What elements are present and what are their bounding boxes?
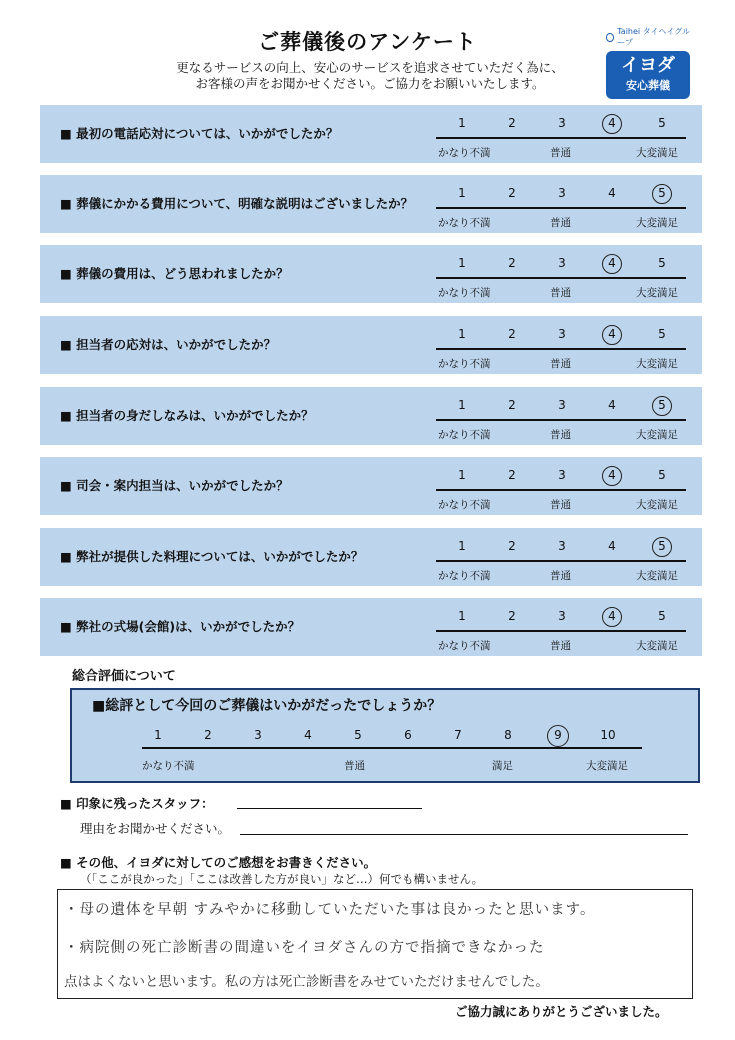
- scale-label-high: 大変満足: [636, 570, 678, 582]
- scale-label-low: かなり不満: [438, 640, 491, 652]
- question-text: ■ 弊社の式場(会館)は、いかがでしたか？: [60, 619, 301, 634]
- overall-option-2[interactable]: 2: [204, 728, 212, 742]
- overall-label-satisfied: 満足: [492, 760, 513, 772]
- scale-line: [436, 348, 686, 350]
- question-row: [40, 598, 702, 656]
- other-comments-hint: （「ここが良かった」「ここは改善した方が良い」など…）何でも構いません。: [80, 872, 484, 886]
- scale-label-high: 大変満足: [636, 640, 678, 652]
- question-row: [40, 105, 702, 163]
- scale-option-2[interactable]: 2: [508, 398, 516, 412]
- scale-option-4[interactable]: 4: [608, 468, 616, 482]
- comment-line-1: ・母の遺体を早朝 すみやかに移動していただいた事は良かったと思います。: [64, 902, 596, 918]
- scale-label-high: 大変満足: [636, 147, 678, 159]
- staff-input-line[interactable]: [237, 808, 422, 809]
- scale-numbers: [436, 539, 732, 555]
- scale-numbers: [436, 398, 732, 414]
- overall-option-10[interactable]: 10: [600, 728, 616, 742]
- scale-option-1[interactable]: 1: [458, 609, 466, 623]
- scale-line: [436, 630, 686, 632]
- scale-label-high: 大変満足: [636, 287, 678, 299]
- brand-box: [606, 51, 690, 99]
- scale-numbers: [436, 186, 732, 202]
- selected-answer-circle: [602, 607, 622, 627]
- scale-option-5[interactable]: 5: [658, 116, 666, 130]
- scale-numbers: [436, 468, 732, 484]
- scale-option-1[interactable]: 1: [458, 539, 466, 553]
- scale-option-3[interactable]: 3: [558, 256, 566, 270]
- scale-option-4[interactable]: 4: [608, 327, 616, 341]
- reason-label: 理由をお聞かせください。: [80, 821, 231, 836]
- scale-label-low: かなり不満: [438, 217, 491, 229]
- question-row: [40, 245, 702, 303]
- scale-label-low: かなり不満: [438, 358, 491, 370]
- scale-option-4[interactable]: 4: [608, 256, 616, 270]
- selected-answer-circle: [652, 396, 672, 416]
- scale-option-5[interactable]: 5: [658, 256, 666, 270]
- comment-box[interactable]: [57, 889, 693, 999]
- scale-label-mid: 普通: [550, 217, 571, 229]
- scale-numbers: [436, 116, 732, 132]
- brand-name: イヨダ: [621, 55, 675, 76]
- scale-option-2[interactable]: 2: [508, 256, 516, 270]
- question-text: ■ 司会・案内担当は、いかがでしたか？: [60, 478, 289, 493]
- page-title: ご葬儀後のアンケート: [258, 30, 477, 54]
- overall-rating-box: [70, 688, 700, 783]
- scale-label-mid: 普通: [550, 287, 571, 299]
- overall-label-high: 大変満足: [586, 760, 628, 772]
- scale-numbers: [436, 327, 732, 343]
- overall-option-3[interactable]: 3: [254, 728, 262, 742]
- reason-input-line[interactable]: [240, 834, 688, 835]
- scale-option-1[interactable]: 1: [458, 256, 466, 270]
- question-text: ■ 葬儀にかかる費用について、明確な説明はございましたか？: [60, 196, 414, 211]
- scale-option-5[interactable]: 5: [658, 186, 666, 200]
- scale-numbers: [436, 256, 732, 272]
- question-row: [40, 316, 702, 374]
- scale-option-4[interactable]: 4: [608, 116, 616, 130]
- other-comments-label: ■ その他、イヨダに対してのご感想をお書きください。: [60, 855, 377, 870]
- scale-label-mid: 普通: [550, 570, 571, 582]
- scale-option-3[interactable]: 3: [558, 609, 566, 623]
- question-row: [40, 387, 702, 445]
- scale-option-2[interactable]: 2: [508, 468, 516, 482]
- scale-option-2[interactable]: 2: [508, 186, 516, 200]
- question-text: ■ 最初の電話応対については、いかがでしたか？: [60, 126, 339, 141]
- scale-option-1[interactable]: 1: [458, 398, 466, 412]
- scale-option-1[interactable]: 1: [458, 327, 466, 341]
- scale-option-4[interactable]: 4: [608, 609, 616, 623]
- question-row: [40, 528, 702, 586]
- scale-label-mid: 普通: [550, 358, 571, 370]
- scale-option-1[interactable]: 1: [458, 116, 466, 130]
- scale-option-3[interactable]: 3: [558, 327, 566, 341]
- scale-label-low: かなり不満: [438, 499, 491, 511]
- thanks-text: ご協力誠にありがとうございました。: [455, 1004, 668, 1019]
- overall-option-7[interactable]: 7: [454, 728, 462, 742]
- scale-line: [436, 207, 686, 209]
- intro-line-1: 更なるサービスの向上、安心のサービスを追求させていただく為に、: [176, 60, 564, 75]
- scale-label-high: 大変満足: [636, 217, 678, 229]
- scale-option-3[interactable]: 3: [558, 186, 566, 200]
- scale-option-2[interactable]: 2: [508, 327, 516, 341]
- scale-option-2[interactable]: 2: [508, 539, 516, 553]
- scale-label-low: かなり不満: [438, 570, 491, 582]
- scale-option-5[interactable]: 5: [658, 398, 666, 412]
- scale-option-5[interactable]: 5: [658, 609, 666, 623]
- selected-answer-circle: [602, 254, 622, 274]
- scale-line: [436, 137, 686, 139]
- taihei-logo-icon: [606, 33, 614, 42]
- scale-line: [436, 489, 686, 491]
- scale-label-mid: 普通: [550, 499, 571, 511]
- staff-label: ■ 印象に残ったスタッフ：: [60, 796, 214, 811]
- scale-option-5[interactable]: 5: [658, 468, 666, 482]
- scale-option-4[interactable]: 4: [608, 539, 616, 553]
- scale-option-4[interactable]: 4: [608, 186, 616, 200]
- scale-option-3[interactable]: 3: [558, 539, 566, 553]
- brand-logo: [606, 26, 696, 99]
- scale-option-2[interactable]: 2: [508, 116, 516, 130]
- overall-option-6[interactable]: 6: [404, 728, 412, 742]
- scale-label-low: かなり不満: [438, 429, 491, 441]
- scale-label-mid: 普通: [550, 429, 571, 441]
- comment-line-3: 点はよくないと思います。私の方は死亡診断書をみせていただけませんでした。: [64, 974, 549, 990]
- overall-option-9[interactable]: 9: [554, 728, 562, 742]
- scale-line: [436, 277, 686, 279]
- intro-text: [150, 60, 590, 92]
- scale-label-low: かなり不満: [438, 287, 491, 299]
- overall-option-5[interactable]: 5: [354, 728, 362, 742]
- scale-option-1[interactable]: 1: [458, 186, 466, 200]
- scale-line: [436, 419, 686, 421]
- brand-sub: 安心葬儀: [626, 79, 670, 92]
- selected-answer-circle: [652, 537, 672, 557]
- scale-option-1[interactable]: 1: [458, 468, 466, 482]
- overall-option-1[interactable]: 1: [154, 728, 162, 742]
- scale-option-3[interactable]: 3: [558, 398, 566, 412]
- intro-line-2: お客様の声をお聞かせください。ご協力をお願いいたします。: [195, 76, 545, 91]
- overall-scale-line: [142, 747, 642, 749]
- scale-option-5[interactable]: 5: [658, 539, 666, 553]
- selected-answer-circle: [602, 114, 622, 134]
- scale-option-4[interactable]: 4: [608, 398, 616, 412]
- overall-selected-circle: [547, 725, 569, 747]
- scale-label-high: 大変満足: [636, 429, 678, 441]
- scale-option-5[interactable]: 5: [658, 327, 666, 341]
- scale-numbers: [436, 609, 732, 625]
- question-text: ■ 担当者の身だしなみは、いかがでしたか？: [60, 408, 314, 423]
- scale-label-low: かなり不満: [438, 147, 491, 159]
- overall-label-low: かなり不満: [142, 760, 195, 772]
- overall-label-mid: 普通: [344, 760, 365, 772]
- scale-option-3[interactable]: 3: [558, 116, 566, 130]
- scale-line: [436, 560, 686, 562]
- selected-answer-circle: [602, 325, 622, 345]
- brand-top-text: Taihei タイヘイグループ: [617, 27, 691, 47]
- overall-option-4[interactable]: 4: [304, 728, 312, 742]
- overall-question: ■総評として今回のご葬儀はいかがだったでしょうか？: [92, 698, 442, 714]
- question-text: ■ 葬儀の費用は、どう思われましたか？: [60, 266, 289, 281]
- selected-answer-circle: [602, 466, 622, 486]
- question-text: ■ 弊社が提供した料理については、いかがでしたか？: [60, 549, 364, 564]
- comment-line-2: ・病院側の死亡診断書の間違いをイヨダさんの方で指摘できなかった: [64, 940, 545, 956]
- question-row: [40, 175, 702, 233]
- overall-option-8[interactable]: 8: [504, 728, 512, 742]
- question-text: ■ 担当者の応対は、いかがでしたか？: [60, 337, 277, 352]
- selected-answer-circle: [652, 184, 672, 204]
- question-row: [40, 457, 702, 515]
- scale-label-mid: 普通: [550, 147, 571, 159]
- scale-option-3[interactable]: 3: [558, 468, 566, 482]
- brand-group: [606, 26, 696, 48]
- scale-label-mid: 普通: [550, 640, 571, 652]
- overall-section-title: 総合評価について: [72, 669, 176, 684]
- scale-option-2[interactable]: 2: [508, 609, 516, 623]
- scale-label-high: 大変満足: [636, 358, 678, 370]
- scale-label-high: 大変満足: [636, 499, 678, 511]
